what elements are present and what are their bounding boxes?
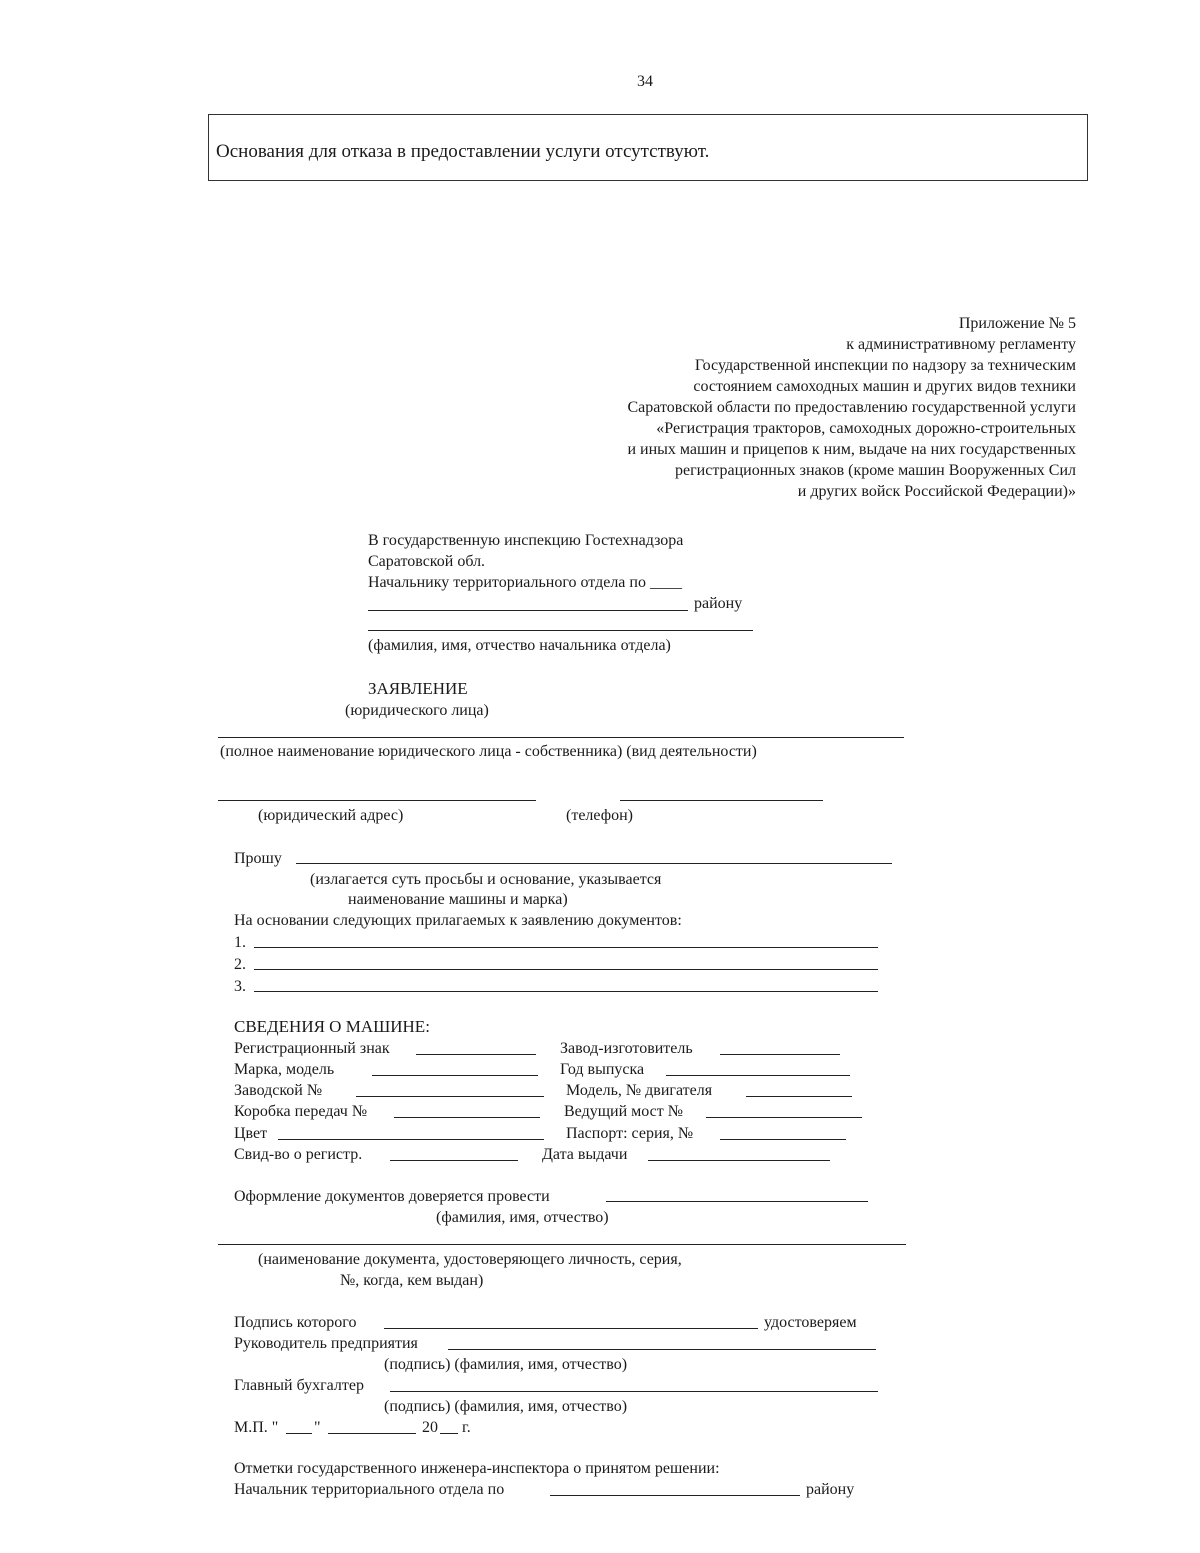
district-blank[interactable] xyxy=(368,610,688,611)
head-signature-blank[interactable] xyxy=(448,1349,876,1350)
appendix-line: состоянием самоходных машин и других видов техники xyxy=(693,378,1076,395)
appendix-line: Саратовской области по предоставлению государственной услуги xyxy=(627,399,1076,416)
machine-field-label: Паспорт: серия, № xyxy=(566,1125,694,1142)
machine-field-blank[interactable] xyxy=(720,1139,846,1140)
id-document-blank[interactable] xyxy=(218,1244,906,1245)
doc-item-number: 2. xyxy=(234,956,246,973)
addressee-line: Начальнику территориального отдела по ____ xyxy=(368,574,682,591)
refusal-note-box xyxy=(208,114,1088,181)
year-suffix: г. xyxy=(462,1419,471,1436)
machine-field-blank[interactable] xyxy=(356,1096,544,1097)
machine-field-label: Дата выдачи xyxy=(542,1146,628,1163)
appendix-line: регистрационных знаков (кроме машин Вооруженных Сил xyxy=(675,462,1076,479)
doc-item-number: 1. xyxy=(234,934,246,951)
inspector-marks: Отметки государственного инженера-инспектора о принятом решении: xyxy=(234,1460,720,1477)
accountant-label: Главный бухгалтер xyxy=(234,1377,364,1394)
doc-item-blank[interactable] xyxy=(254,969,878,970)
machine-field-blank[interactable] xyxy=(746,1096,852,1097)
year-blank[interactable] xyxy=(440,1433,458,1434)
machine-field-blank[interactable] xyxy=(416,1054,536,1055)
machine-field-blank[interactable] xyxy=(648,1160,830,1161)
request-label: Прошу xyxy=(234,850,282,867)
appendix-line: Приложение № 5 xyxy=(958,315,1076,332)
address-blank[interactable] xyxy=(218,800,536,801)
machine-field-blank[interactable] xyxy=(390,1160,518,1161)
inspector-district-label: району xyxy=(806,1481,855,1498)
stamp-prefix: М.П. " xyxy=(234,1419,279,1436)
accountant-signature-blank[interactable] xyxy=(390,1391,878,1392)
trust-name-blank[interactable] xyxy=(606,1201,868,1202)
machine-field-label: Свид-во о регистр. xyxy=(234,1146,363,1163)
machine-field-label: Регистрационный знак xyxy=(234,1040,390,1057)
machine-field-blank[interactable] xyxy=(666,1075,850,1076)
address-caption: (юридический адрес) xyxy=(258,807,404,824)
signature-blank[interactable] xyxy=(384,1328,758,1329)
docs-intro: На основании следующих прилагаемых к заявлению документов: xyxy=(234,912,682,929)
accountant-signature-caption: (подпись) (фамилия, имя, отчество) xyxy=(384,1398,628,1415)
machine-field-label: Модель, № двигателя xyxy=(566,1082,713,1099)
appendix-line: и других войск Российской Федерации)» xyxy=(797,483,1076,500)
phone-caption: (телефон) xyxy=(566,807,633,824)
machine-field-blank[interactable] xyxy=(706,1117,862,1118)
machine-field-label: Год выпуска xyxy=(560,1061,645,1078)
statement-title: ЗАЯВЛЕНИЕ xyxy=(368,679,468,698)
addressee-line: В государственную инспекцию Гостехнадзора xyxy=(368,532,684,549)
day-blank[interactable] xyxy=(286,1433,312,1434)
machine-field-blank[interactable] xyxy=(278,1139,544,1140)
id-document-caption: (наименование документа, удостоверяющего личность, серия, xyxy=(258,1251,682,1268)
id-document-caption: №, когда, кем выдан) xyxy=(340,1272,484,1289)
doc-item-blank[interactable] xyxy=(254,991,878,992)
machine-field-label: Ведущий мост № xyxy=(564,1103,684,1120)
machine-heading: СВЕДЕНИЯ О МАШИНЕ: xyxy=(234,1017,430,1036)
stamp-quote: " xyxy=(314,1419,321,1436)
request-caption: наименование машины и марка) xyxy=(348,891,568,908)
machine-field-blank[interactable] xyxy=(372,1075,538,1076)
doc-item-number: 3. xyxy=(234,978,246,995)
year-prefix: 20 xyxy=(422,1419,438,1436)
machine-field-label: Коробка передач № xyxy=(234,1103,368,1120)
certify-label: удостоверяем xyxy=(764,1314,857,1331)
chief-name-blank[interactable] xyxy=(368,630,753,631)
request-blank[interactable] xyxy=(296,863,892,864)
appendix-line: «Регистрация тракторов, самоходных дорожно-строительных xyxy=(656,420,1076,437)
chief-name-caption: (фамилия, имя, отчество начальника отдела) xyxy=(368,637,671,654)
owner-blank[interactable] xyxy=(218,737,904,738)
inspector-district-blank[interactable] xyxy=(550,1495,800,1496)
appendix-line: к административному регламенту xyxy=(846,336,1076,353)
page-number: 34 xyxy=(637,73,653,90)
machine-field-blank[interactable] xyxy=(720,1054,840,1055)
appendix-line: Государственной инспекции по надзору за техническим xyxy=(694,357,1076,374)
appendix-line: и иных машин и прицепов к ним, выдаче на них государственных xyxy=(627,441,1076,458)
trust-fio-caption: (фамилия, имя, отчество) xyxy=(436,1209,609,1226)
addressee-line: Саратовской обл. xyxy=(368,553,486,570)
phone-blank[interactable] xyxy=(620,800,823,801)
statement-subtitle: (юридического лица) xyxy=(345,702,489,719)
machine-field-label: Завод-изготовитель xyxy=(560,1040,693,1057)
machine-field-blank[interactable] xyxy=(394,1117,540,1118)
machine-field-label: Цвет xyxy=(234,1125,268,1142)
month-blank[interactable] xyxy=(328,1433,416,1434)
trust-label: Оформление документов доверяется провести xyxy=(234,1188,550,1205)
head-label: Руководитель предприятия xyxy=(234,1335,418,1352)
inspector-chief-label: Начальник территориального отдела по xyxy=(234,1481,505,1498)
request-caption: (излагается суть просьбы и основание, указывается xyxy=(310,871,662,888)
doc-item-blank[interactable] xyxy=(254,947,878,948)
owner-caption: (полное наименование юридического лица - собственника) (вид деятельности) xyxy=(220,743,757,760)
district-label: району xyxy=(694,595,743,612)
signature-label: Подпись которого xyxy=(234,1314,357,1331)
head-signature-caption: (подпись) (фамилия, имя, отчество) xyxy=(384,1356,628,1373)
refusal-note: Основания для отказа в предоставлении услуги отсутствуют. xyxy=(216,141,710,162)
machine-field-label: Заводской № xyxy=(234,1082,323,1099)
machine-field-label: Марка, модель xyxy=(234,1061,335,1078)
